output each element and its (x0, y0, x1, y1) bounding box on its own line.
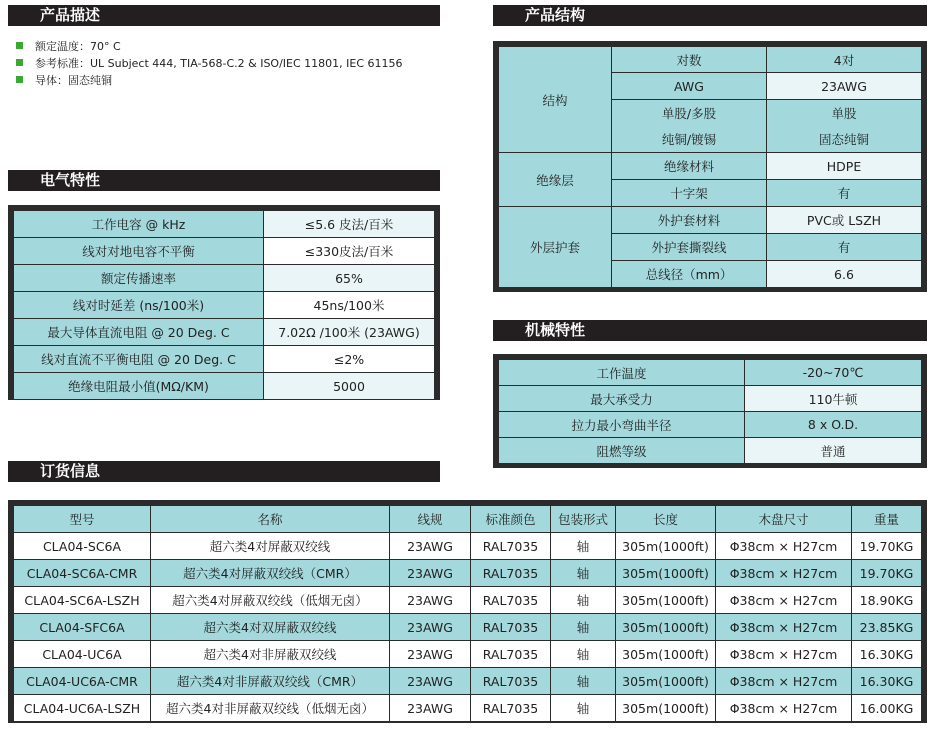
order-cell: RAL7035 (471, 668, 551, 695)
description-text: 导体：固态纯铜 (35, 74, 112, 87)
param-name: 拉力最小弯曲半径 (499, 412, 745, 438)
structure-value: 4对 (767, 47, 922, 73)
structure-value: 23AWG (767, 73, 922, 100)
structure-value: 有 (767, 234, 922, 261)
param-value: -20~70℃ (745, 360, 922, 386)
structure-group: 绝缘层 (499, 153, 612, 207)
param-name: 最大导体直流电阻 @ 20 Deg. C (14, 319, 264, 346)
table-row (499, 153, 922, 180)
param-value: 45ns/100米 (264, 292, 435, 319)
order-cell: 轴 (551, 560, 616, 587)
structure-value: HDPE (767, 153, 922, 180)
column-header: 名称 (151, 506, 390, 533)
table-row (14, 238, 435, 265)
table-row (499, 412, 922, 438)
order-cell: 超六类4对非屏蔽双绞线（CMR） (151, 668, 390, 695)
order-cell: 超六类4对双屏蔽双绞线 (151, 614, 390, 641)
description-item (16, 40, 121, 54)
order-cell: CLA04-SFC6A (14, 614, 151, 641)
table-row (14, 695, 922, 722)
order-cell: Φ38cm × H27cm (716, 587, 852, 614)
electrical-table-frame (8, 205, 440, 400)
param-name: 绝缘电阻最小值(MΩ/KM) (14, 373, 264, 400)
column-header: 长度 (616, 506, 716, 533)
order-cell: RAL7035 (471, 533, 551, 560)
param-value: ≤2% (264, 346, 435, 373)
table-row (14, 560, 922, 587)
table-row (14, 292, 435, 319)
param-name: 最大承受力 (499, 386, 745, 412)
param-name: 线对对地电容不平衡 (14, 238, 264, 265)
param-value: 8 x O.D. (745, 412, 922, 438)
param-name: 工作温度 (499, 360, 745, 386)
param-name: 线对时延差 (ns/100米) (14, 292, 264, 319)
param-value: ≤330皮法/百米 (264, 238, 435, 265)
order-cell: 23AWG (390, 695, 471, 722)
order-cell: 19.70KG (852, 560, 922, 587)
order-cell: 305m(1000ft) (616, 587, 716, 614)
order-cell: RAL7035 (471, 641, 551, 668)
column-header: 包装形式 (551, 506, 616, 533)
order-cell: 轴 (551, 614, 616, 641)
param-name: 工作电容 @ kHz (14, 211, 264, 238)
structure-group: 外层护套 (499, 207, 612, 288)
order-cell: CLA04-UC6A-LSZH (14, 695, 151, 722)
bullet-square-icon (16, 59, 23, 66)
order-cell: 19.70KG (852, 533, 922, 560)
structure-item: 十字架 (612, 180, 767, 207)
order-cell: 23.85KG (852, 614, 922, 641)
order-cell: 轴 (551, 587, 616, 614)
section-header-electrical: 电气特性 (8, 170, 440, 191)
order-cell: 23AWG (390, 614, 471, 641)
description-item (16, 74, 112, 88)
order-cell: CLA04-UC6A (14, 641, 151, 668)
table-row (14, 265, 435, 292)
param-value: 普通 (745, 438, 922, 464)
order-cell: RAL7035 (471, 695, 551, 722)
description-item (16, 57, 403, 71)
order-cell: 18.90KG (852, 587, 922, 614)
order-cell: CLA04-SC6A-LSZH (14, 587, 151, 614)
order-cell: 超六类4对屏蔽双绞线（低烟无卤） (151, 587, 390, 614)
order-cell: 超六类4对非屏蔽双绞线（低烟无卤） (151, 695, 390, 722)
order-cell: 305m(1000ft) (616, 668, 716, 695)
table-row (499, 438, 922, 464)
structure-item: AWG (612, 73, 767, 100)
table-row (499, 47, 922, 73)
structure-item: 绝缘材料 (612, 153, 767, 180)
order-table-frame (8, 500, 927, 723)
order-cell: 23AWG (390, 560, 471, 587)
table-row (14, 346, 435, 373)
order-cell: 23AWG (390, 587, 471, 614)
mechanical-table (498, 359, 922, 464)
order-cell: CLA04-SC6A-CMR (14, 560, 151, 587)
table-row (499, 207, 922, 234)
order-cell: Φ38cm × H27cm (716, 641, 852, 668)
order-cell: 23AWG (390, 641, 471, 668)
param-value: 65% (264, 265, 435, 292)
param-value: 110牛顿 (745, 386, 922, 412)
order-cell: 轴 (551, 641, 616, 668)
param-name: 额定传播速率 (14, 265, 264, 292)
table-row (14, 319, 435, 346)
structure-item: 单股/多股 (612, 100, 767, 126)
param-value: ≤5.6 皮法/百米 (264, 211, 435, 238)
order-cell: Φ38cm × H27cm (716, 695, 852, 722)
order-cell: 23AWG (390, 668, 471, 695)
order-cell: 轴 (551, 695, 616, 722)
table-row (499, 386, 922, 412)
column-header: 重量 (852, 506, 922, 533)
table-row (14, 587, 922, 614)
bullet-square-icon (16, 42, 23, 49)
table-row (14, 533, 922, 560)
order-cell: 23AWG (390, 533, 471, 560)
order-cell: 超六类4对非屏蔽双绞线 (151, 641, 390, 668)
param-name: 线对直流不平衡电阻 @ 20 Deg. C (14, 346, 264, 373)
table-row (14, 641, 922, 668)
mechanical-table-frame (493, 354, 927, 468)
order-header-row (14, 506, 922, 533)
param-value: 7.02Ω /100米 (23AWG) (264, 319, 435, 346)
order-cell: 轴 (551, 668, 616, 695)
order-cell: Φ38cm × H27cm (716, 614, 852, 641)
section-header-desc: 产品描述 (8, 5, 440, 26)
param-name: 阻燃等级 (499, 438, 745, 464)
structure-value: 固态纯铜 (767, 126, 922, 153)
order-cell: 305m(1000ft) (616, 614, 716, 641)
structure-item: 总线径（mm） (612, 261, 767, 288)
structure-value: PVC或 LSZH (767, 207, 922, 234)
column-header: 标准颜色 (471, 506, 551, 533)
order-cell: 16.30KG (852, 668, 922, 695)
order-cell: RAL7035 (471, 614, 551, 641)
table-row (14, 373, 435, 400)
table-row (14, 211, 435, 238)
structure-item: 纯铜/镀锡 (612, 126, 767, 153)
order-cell: 305m(1000ft) (616, 533, 716, 560)
order-cell: 16.30KG (852, 641, 922, 668)
order-cell: RAL7035 (471, 560, 551, 587)
structure-item: 对数 (612, 47, 767, 73)
structure-table-frame (493, 41, 927, 292)
electrical-table (13, 210, 435, 400)
structure-value: 6.6 (767, 261, 922, 288)
order-cell: Φ38cm × H27cm (716, 560, 852, 587)
table-row (499, 360, 922, 386)
order-cell: 轴 (551, 533, 616, 560)
order-cell: 16.00KG (852, 695, 922, 722)
structure-group: 结构 (499, 47, 612, 153)
order-cell: 超六类4对屏蔽双绞线（CMR） (151, 560, 390, 587)
order-cell: 305m(1000ft) (616, 641, 716, 668)
order-cell: RAL7035 (471, 587, 551, 614)
section-header-order: 订货信息 (8, 461, 440, 482)
order-cell: 305m(1000ft) (616, 695, 716, 722)
column-header: 型号 (14, 506, 151, 533)
section-header-structure: 产品结构 (493, 5, 927, 26)
order-cell: Φ38cm × H27cm (716, 668, 852, 695)
description-text: 参考标准：UL Subject 444, TIA-568-C.2 & ISO/IEC 11801, IEC 61156 (35, 57, 403, 70)
bullet-square-icon (16, 76, 23, 83)
order-table (13, 505, 922, 722)
description-text: 额定温度：70° C (35, 40, 121, 53)
section-header-mechanical: 机械特性 (493, 320, 927, 341)
structure-value: 单股 (767, 100, 922, 126)
order-cell: CLA04-SC6A (14, 533, 151, 560)
param-value: 5000 (264, 373, 435, 400)
structure-item: 外护套撕裂线 (612, 234, 767, 261)
structure-value: 有 (767, 180, 922, 207)
structure-table (498, 46, 922, 288)
order-cell: 305m(1000ft) (616, 560, 716, 587)
order-cell: 超六类4对屏蔽双绞线 (151, 533, 390, 560)
table-row (14, 614, 922, 641)
order-cell: CLA04-UC6A-CMR (14, 668, 151, 695)
column-header: 线规 (390, 506, 471, 533)
order-cell: Φ38cm × H27cm (716, 533, 852, 560)
column-header: 木盘尺寸 (716, 506, 852, 533)
structure-item: 外护套材料 (612, 207, 767, 234)
table-row (14, 668, 922, 695)
